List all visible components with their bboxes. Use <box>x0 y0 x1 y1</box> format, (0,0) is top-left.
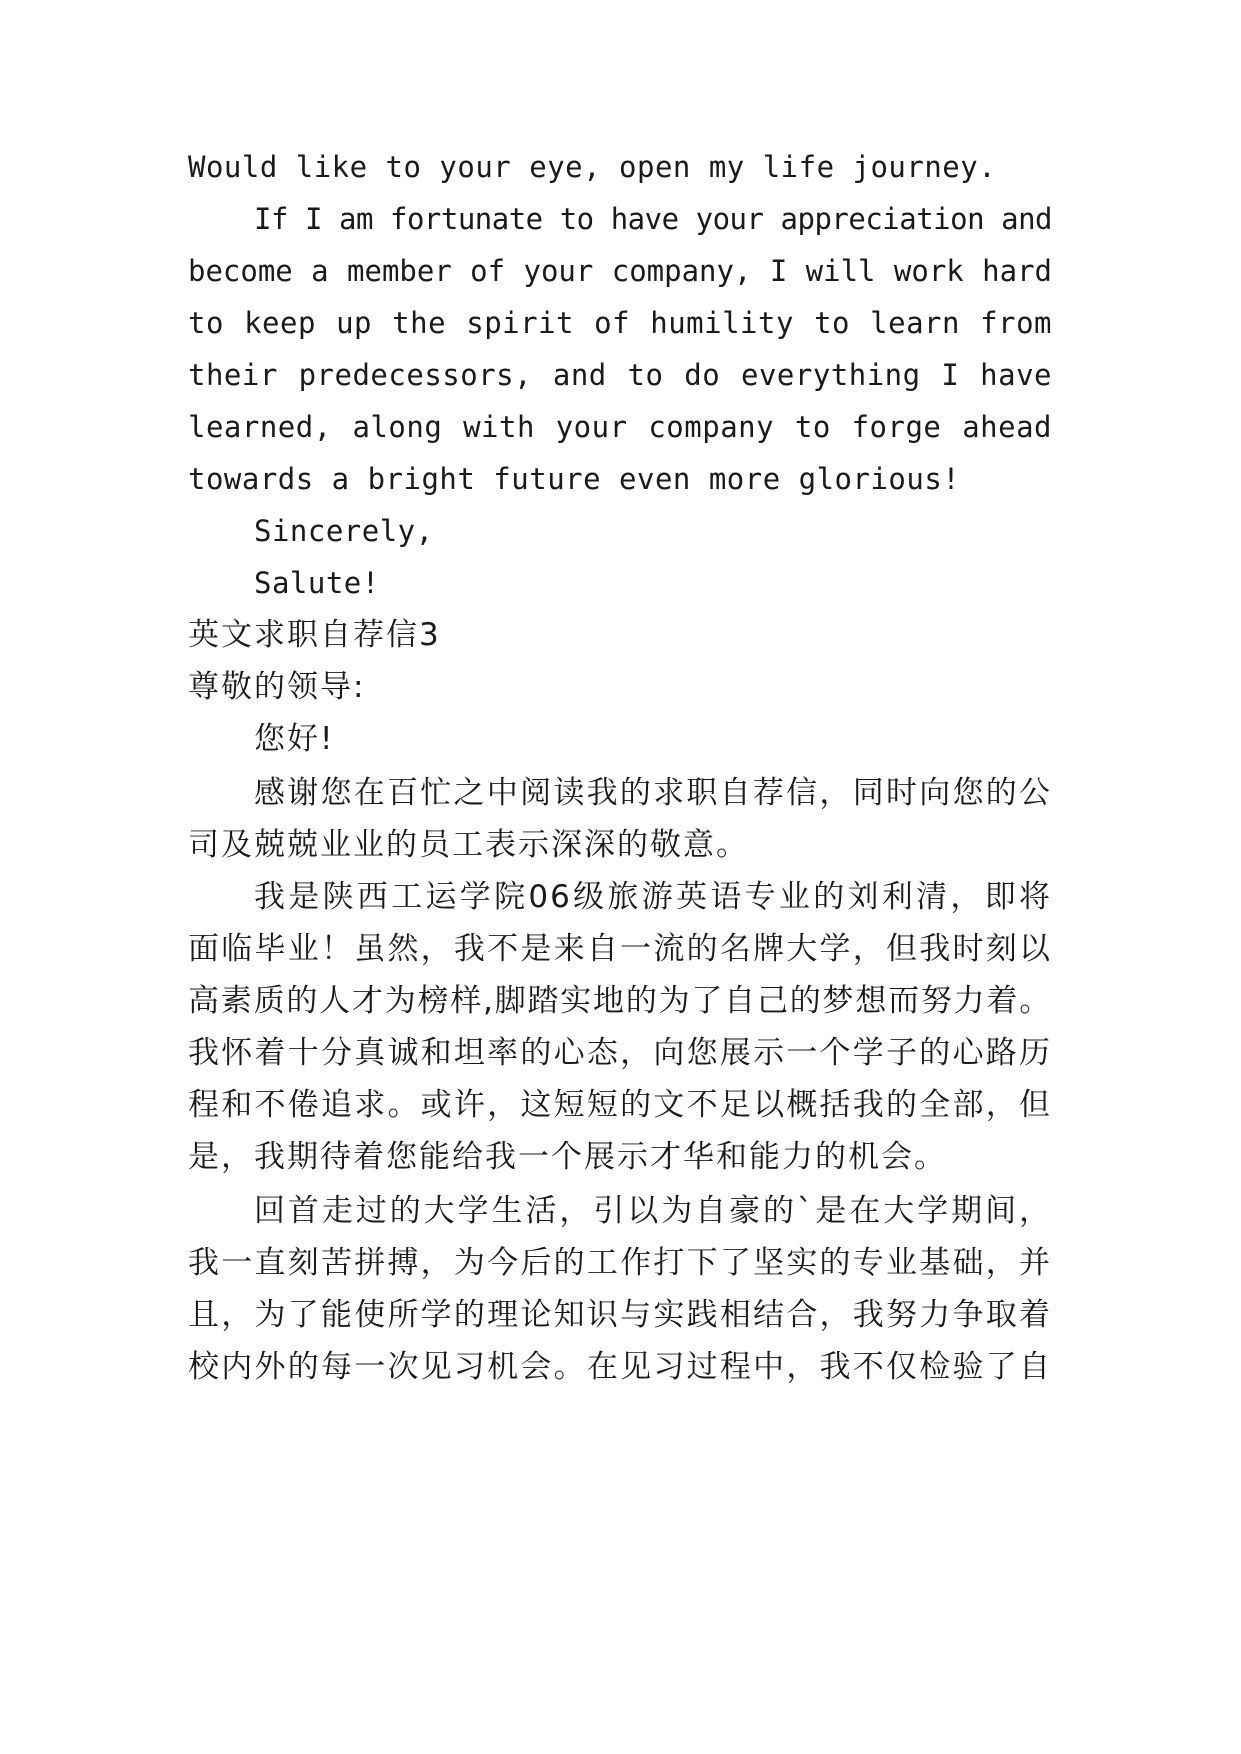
chinese-line: 我一直刻苦拼搏，为今后的工作打下了坚实的专业基础，并 <box>188 1245 1052 1281</box>
salute: Salute! <box>254 566 380 600</box>
english-line: their predecessors, and to do everything I have <box>188 358 1052 392</box>
english-line: become a member of your company, I will work hard <box>188 254 1052 288</box>
english-line: towards a bright future even more glorious! <box>188 462 961 496</box>
chinese-line: 回首走过的大学生活，引以为自豪的`是在大学期间， <box>254 1193 1052 1229</box>
section-title: 英文求职自荐信3 <box>188 617 441 653</box>
chinese-line: 面临毕业！虽然，我不是来自一流的名牌大学，但我时刻以 <box>188 931 1052 967</box>
english-line: learned, along with your company to forge ahead <box>188 410 1052 444</box>
chinese-line: 高素质的人才为榜样,脚踏实地的为了自己的梦想而努力着。 <box>188 983 1052 1019</box>
chinese-line: 感谢您在百忙之中阅读我的求职自荐信，同时向您的公 <box>254 775 1052 811</box>
chinese-line: 且，为了能使所学的理论知识与实践相结合，我努力争取着 <box>188 1297 1052 1333</box>
english-line: to keep up the spirit of humility to learn from <box>188 306 1052 340</box>
chinese-line: 我怀着十分真诚和坦率的心态，向您展示一个学子的心路历 <box>188 1035 1052 1071</box>
chinese-line: 司及兢兢业业的员工表示深深的敬意。 <box>188 827 749 863</box>
english-line: If I am fortunate to have your appreciation and <box>254 202 1052 236</box>
chinese-line: 程和不倦追求。或许，这短短的文不足以概括我的全部，但 <box>188 1087 1052 1123</box>
chinese-line: 我是陕西工运学院06级旅游英语专业的刘利清，即将 <box>254 879 1052 915</box>
salutation: 尊敬的领导: <box>188 669 366 705</box>
chinese-line: 是，我期待着您能给我一个展示才华和能力的机会。 <box>188 1139 947 1175</box>
chinese-line: 校内外的每一次见习机会。在见习过程中，我不仅检验了自 <box>188 1349 1052 1385</box>
closing: Sincerely, <box>254 514 434 548</box>
english-line: Would like to your eye, open my life journey. <box>188 150 997 184</box>
greeting: 您好! <box>254 721 335 757</box>
